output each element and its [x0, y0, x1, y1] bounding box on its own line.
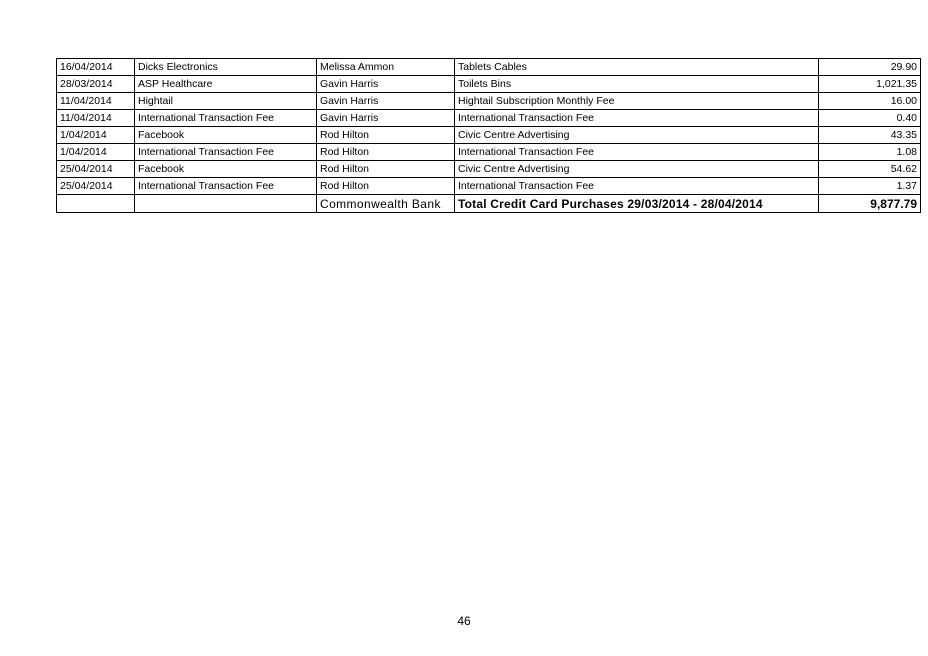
description-cell: International Transaction Fee [455, 178, 819, 195]
total-row [57, 195, 921, 213]
description-cell: Toilets Bins [455, 76, 819, 93]
empty-cell [57, 195, 135, 213]
description-cell: Civic Centre Advertising [455, 161, 819, 178]
date-cell: 25/04/2014 [57, 161, 135, 178]
supplier-cell: Facebook [135, 161, 317, 178]
date-cell: 11/04/2014 [57, 110, 135, 127]
date-cell: 1/04/2014 [57, 127, 135, 144]
bank-name-cell: Commonwealth Bank [317, 195, 455, 213]
amount-cell: 29.90 [819, 59, 921, 76]
amount-cell: 54.62 [819, 161, 921, 178]
table-row [57, 110, 921, 127]
cardholder-cell: Gavin Harris [317, 110, 455, 127]
cardholder-cell: Rod Hilton [317, 161, 455, 178]
amount-cell: 16.00 [819, 93, 921, 110]
description-cell: International Transaction Fee [455, 110, 819, 127]
supplier-cell: ASP Healthcare [135, 76, 317, 93]
description-cell: Tablets Cables [455, 59, 819, 76]
table-row [57, 59, 921, 76]
cardholder-cell: Gavin Harris [317, 76, 455, 93]
cardholder-cell: Rod Hilton [317, 178, 455, 195]
table-row [57, 93, 921, 110]
amount-cell: 0.40 [819, 110, 921, 127]
total-description-cell: Total Credit Card Purchases 29/03/2014 - 28/04/2014 [455, 195, 819, 213]
table-row [57, 127, 921, 144]
description-cell: International Transaction Fee [455, 144, 819, 161]
transactions-table [56, 58, 921, 213]
description-cell: Civic Centre Advertising [455, 127, 819, 144]
total-amount-cell: 9,877.79 [819, 195, 921, 213]
description-cell: Hightail Subscription Monthly Fee [455, 93, 819, 110]
amount-cell: 1.37 [819, 178, 921, 195]
page-number: 46 [457, 614, 471, 628]
date-cell: 1/04/2014 [57, 144, 135, 161]
cardholder-cell: Rod Hilton [317, 144, 455, 161]
supplier-cell: International Transaction Fee [135, 110, 317, 127]
table-row [57, 76, 921, 93]
empty-cell [135, 195, 317, 213]
date-cell: 16/04/2014 [57, 59, 135, 76]
date-cell: 11/04/2014 [57, 93, 135, 110]
table-row [57, 161, 921, 178]
amount-cell: 1.08 [819, 144, 921, 161]
amount-cell: 43.35 [819, 127, 921, 144]
date-cell: 28/03/2014 [57, 76, 135, 93]
supplier-cell: Dicks Electronics [135, 59, 317, 76]
supplier-cell: Facebook [135, 127, 317, 144]
cardholder-cell: Gavin Harris [317, 93, 455, 110]
cardholder-cell: Melissa Ammon [317, 59, 455, 76]
supplier-cell: International Transaction Fee [135, 144, 317, 161]
date-cell: 25/04/2014 [57, 178, 135, 195]
amount-cell: 1,021.35 [819, 76, 921, 93]
cardholder-cell: Rod Hilton [317, 127, 455, 144]
supplier-cell: Hightail [135, 93, 317, 110]
table-row [57, 178, 921, 195]
table-row [57, 144, 921, 161]
supplier-cell: International Transaction Fee [135, 178, 317, 195]
